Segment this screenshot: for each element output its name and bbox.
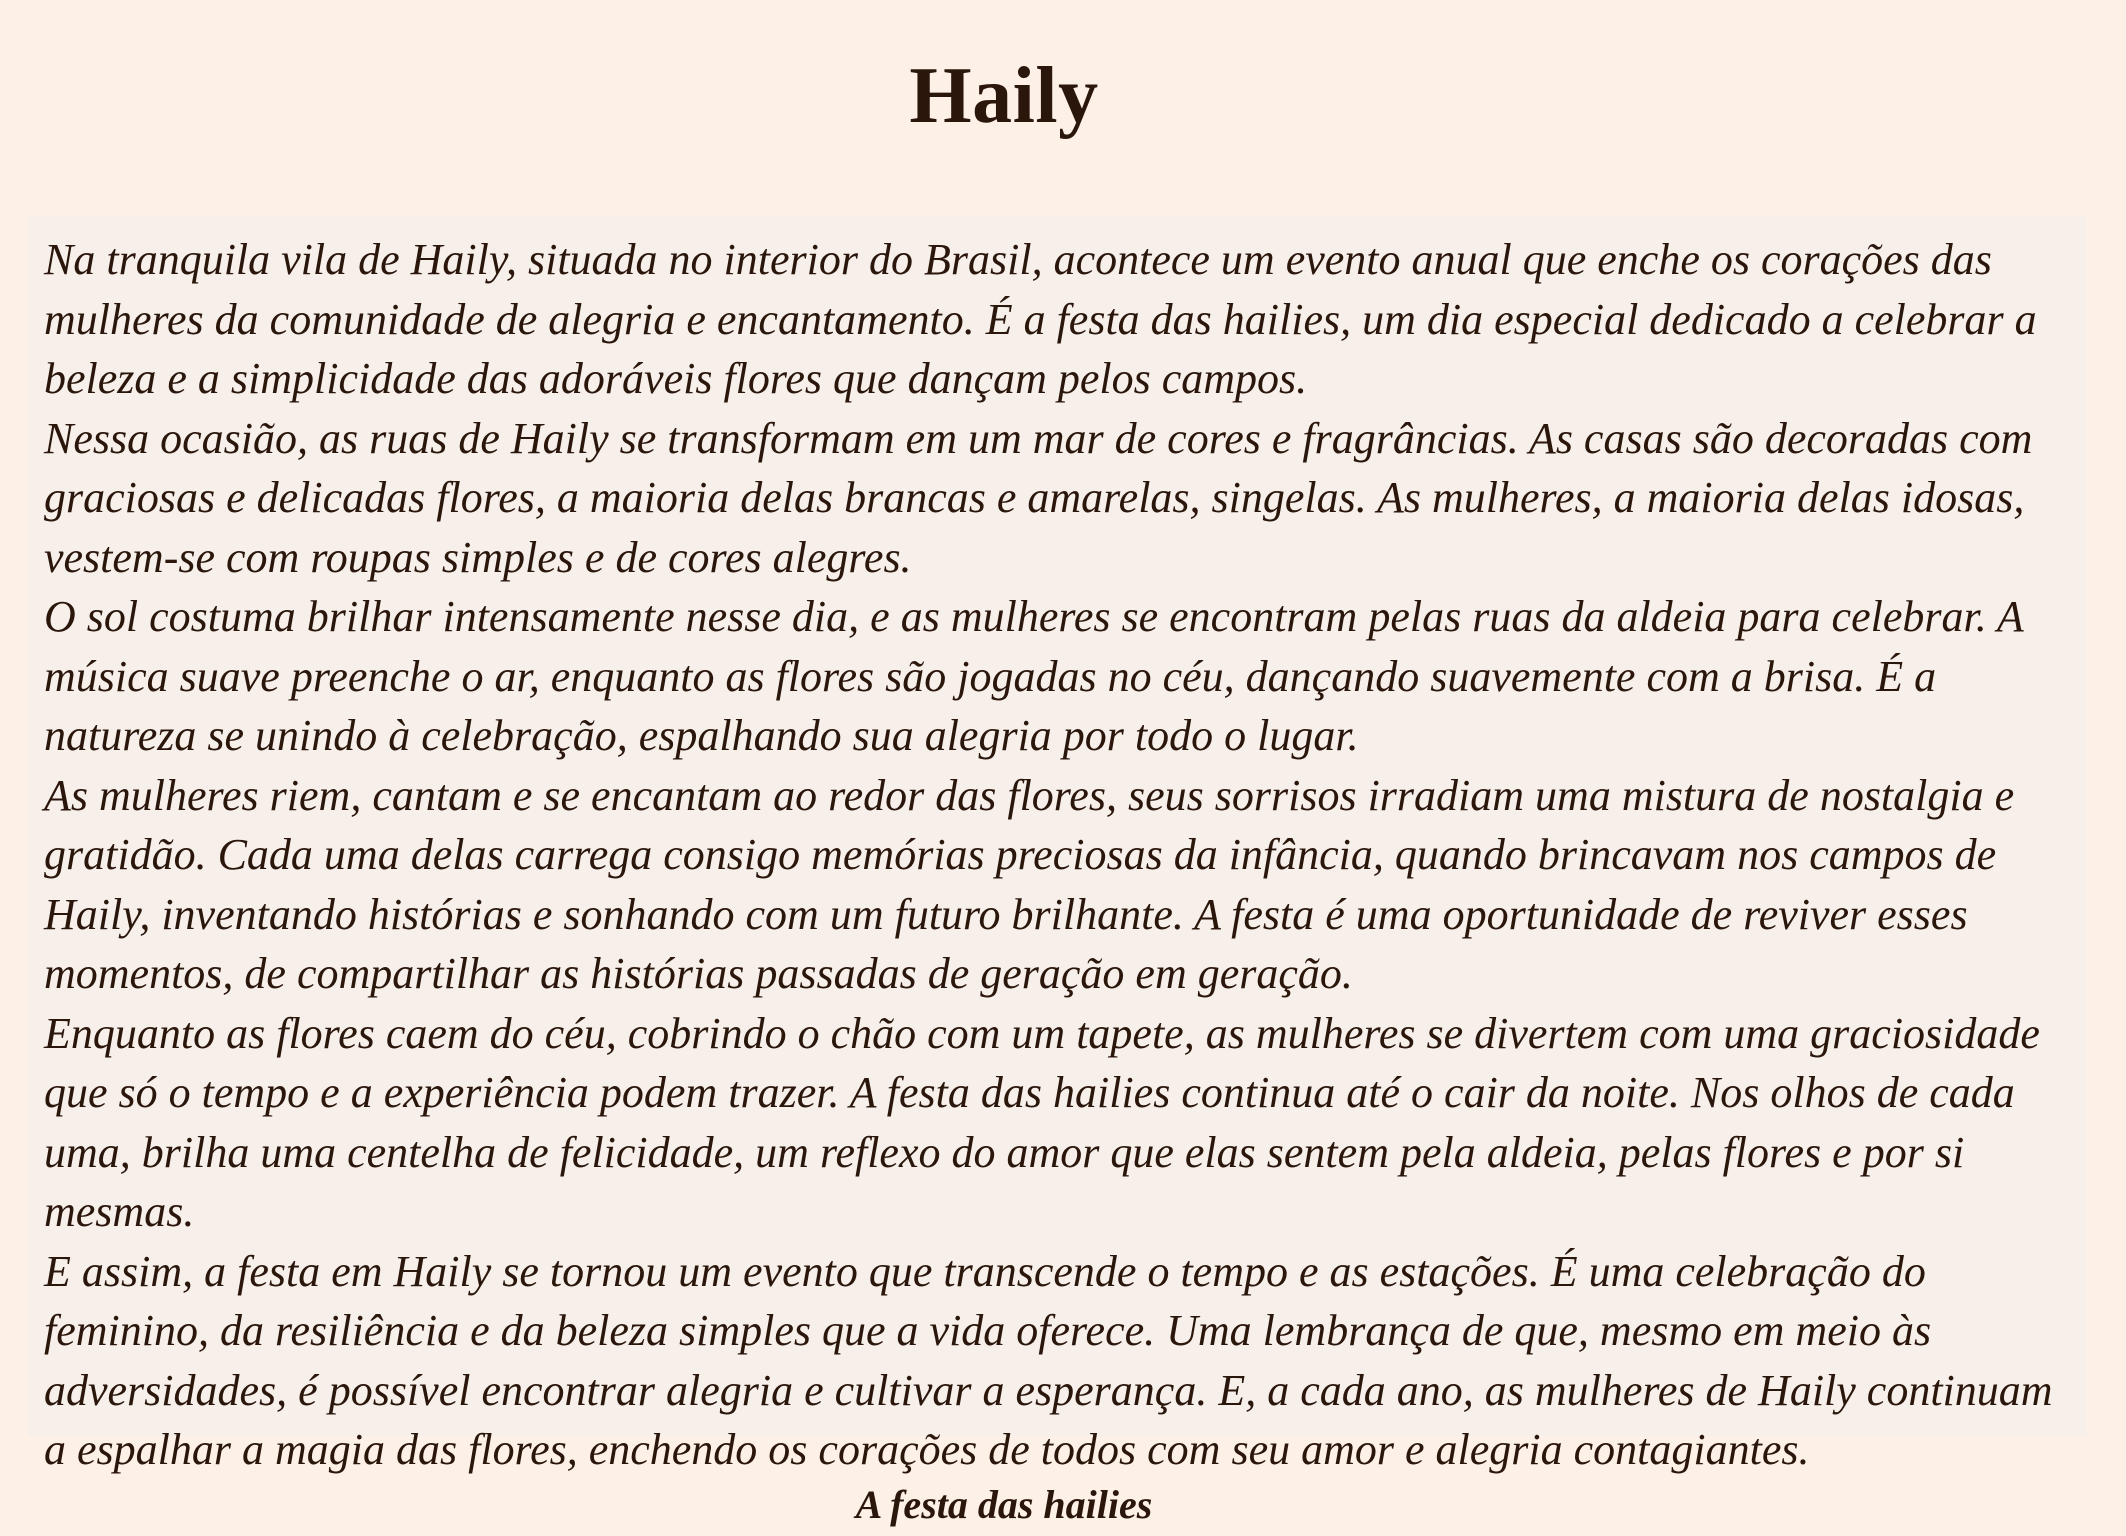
story-paragraph: E assim, a festa em Haily se tornou um evento que transcende o tempo e as estações. É uma celebração do feminino, da resiliência e da beleza simples que a vida oferece. Uma lembrança de que, mesmo em meio às adversidades, é possível encontrar alegria e cultivar a esperança. E, a cada ano, as mulheres de Haily continuam a espalhar a magia das flores, enchendo os corações de todos com seu amor e alegria contagiantes. xyxy=(44,1246,2053,1474)
story-paragraph: O sol costuma brilhar intensamente nesse dia, e as mulheres se encontram pelas ruas da aldeia para celebrar. A música suave preenche o ar, enquanto as flores são jogadas no céu, dançando suavemente com a brisa. É a natureza se unindo à celebração, espalhando sua alegria por todo o lugar. xyxy=(44,592,2024,760)
story-paragraph: As mulheres riem, cantam e se encantam ao redor das flores, seus sorrisos irradiam uma mistura de nostalgia e gratidão. Cada uma delas carrega consigo memórias preciosas da infância, quando brincavam nos campos de Haily, inventando histórias e sonhando com um futuro brilhante. A festa é uma oportunidade de reviver esses momentos, de compartilhar as histórias passadas de geração em geração. xyxy=(44,770,2015,998)
story-paragraph: Na tranquila vila de Haily, situada no interior do Brasil, acontece um evento anual que enche os corações das mulheres da comunidade de alegria e encantamento. É a festa das hailies, um dia especial dedicado a celebrar a beleza e a simplicidade das adoráveis flores que dançam pelos campos. xyxy=(44,235,2037,403)
story-paragraph: Enquanto as flores caem do céu, cobrindo o chão com um tapete, as mulheres se divertem com uma graciosidade que só o tempo e a experiência podem trazer. A festa das hailies continua até o cair da noite. Nos olhos de cada uma, brilha uma centelha de felicidade, um reflexo do amor que elas sentem pela aldeia, pelas flores e por si mesmas. xyxy=(44,1008,2040,1236)
story-paragraph: Nessa ocasião, as ruas de Haily se transformam em um mar de cores e fragrâncias. As casas são decoradas com graciosas e delicadas flores, a maioria delas brancas e amarelas, singelas. As mulheres, a maioria delas idosas, vestem-se com roupas simples e de cores alegres. xyxy=(44,413,2033,582)
story-block xyxy=(28,216,2086,1474)
page-title: Haily xyxy=(909,52,1099,140)
image-caption: A festa das hailies xyxy=(855,1482,1153,1527)
